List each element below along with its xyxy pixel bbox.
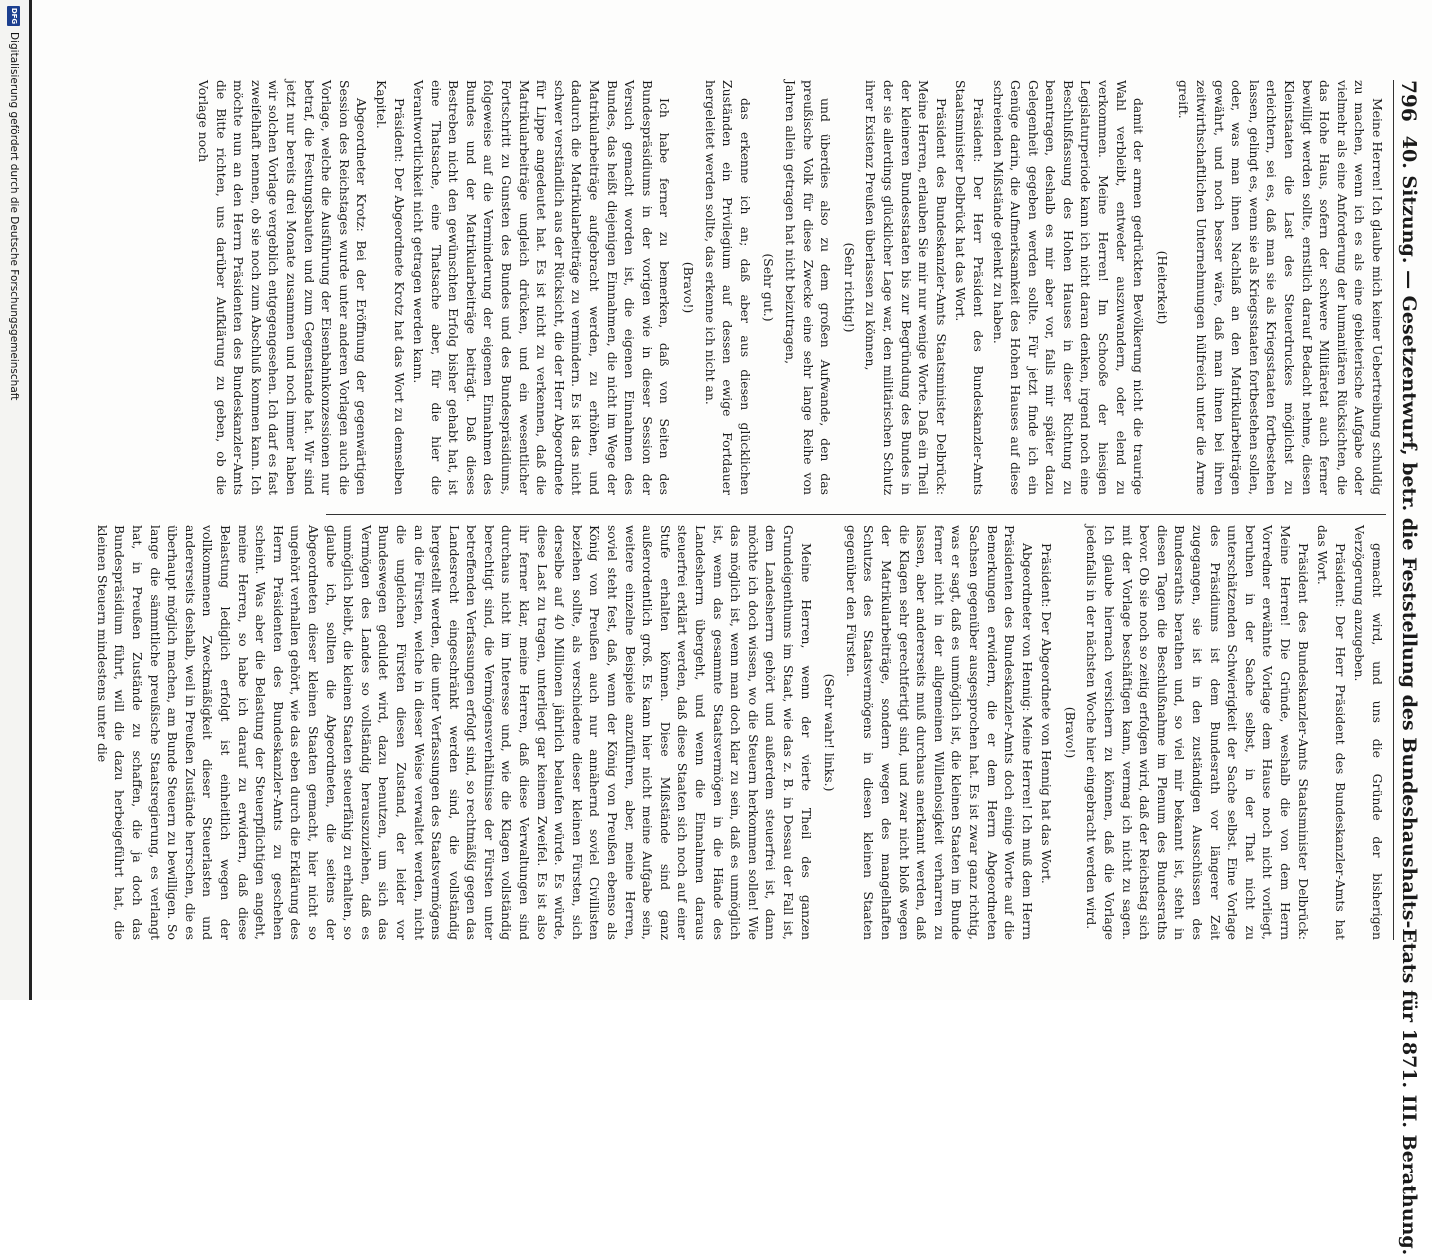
interjection: (Sehr wahr! links.) (822, 673, 838, 792)
interjection: (Bravo!) (1062, 706, 1078, 759)
paragraph: Meine Herren! Ich glaube mich keiner Uebertreibung schuldig zu machen, wenn ich es als eine gebieterische Aufgabe oder vielmehr als eine Anforderung der humanitären Rücksichten, die das Hohe Haus, sofern der schwere Militäretat auch ferner bewilligt werden sollte, ernstlich darauf Bedacht nehme, diesen Kleinstaaten die Last des Steuerdruckes möglichst zu erleichtern, sei es, daß man sie als Kriegsstaaten fortbestehen lassen, gelingt es, wenn sie als Kriegsstaaten fortbestehen sollen, oder, was man ihnen Nachlaß an den Matrikularbeiträgen gewährt, und noch besser wäre, daß man ihnen bei ihren zeitwirthschaftlichen Unternehmungen hülfreich unter die Arme greift. (1176, 80, 1385, 495)
left-column (196, 80, 1386, 495)
column-divider (326, 514, 1386, 515)
running-header (1393, 80, 1424, 1255)
page-number: 796 (1397, 80, 1421, 122)
interjection: (Sehr richtig!) (841, 242, 857, 333)
interjection: (Bravo!) (681, 261, 697, 314)
paragraph: Meine Herren, wenn der vierte Theil des ganzen Grundeigenthums im Staat, wie das z. B. in Dessau der Fall ist, dem Landesherrn gehört und außerdem steuerfrei ist, dann möchte ich doch wissen, wo die Steuern herkommen sollen! Wie das möglich ist, wenn man doch klar zu sein, daß es unmöglich ist, wenn das gesammte Staatsvermögen in die Hände des Landesherrn übergeht, und wenn die Einnahmen daraus steuerfrei erklärt werden, daß diese Staaten sich noch auf einer Stufe erhalten können. Diese Mißstände sind ganz außerordentlich groß. Es kann hier nicht meine Aufgabe sein, weitere einzelne Beispiele anzuführen, aber, meine Herren, soviel steht fest, daß, wenn der König von Preußen ebenso als König von Preußen auch nur annähernd soviel Civillisten beziehen sollte, als verschiedene dieser kleinen Fürsten, sich derselbe auf 40 Millionen jährlich belaufen würde. Es würde, diese Last zu tragen, unterliegt gar keinem Zweifel. Es ist also ihr ferner klar, meine Herren, daß diese Verwaltungen sind durchaus nicht im Interesse und, wie die Klagen vollständig berechtigt sind, die Vermögensverhältnisse der Fürsten unter betreffenden Verfassungen erfolgt sind, so rechtmäßig gegen das Landesrecht eingeschränkt werden sind, die vollständig hergestellt werden, die unter Verfassungen des Staatsvermögens an die Fürsten, welche in dieser Weise verwaltet werden, nicht die ungleichen Fürsten diesen Zustand, der leider vor Bundeswegen geduldet wird, dazu benutzen, um sich das Vermögen des Landes so vollständig herauszuziehen, daß es unmöglich bleibt, die kleinen Staaten steuerfähig zu erhalten, so glaube ich, sollten die Abgeordneten, die seitens der Abgeordneten dieser kleinen Staaten gemacht, hier nicht so ungehört verhallen gehört, wie das eben durch die Erklärung des Herrn Präsidenten des Bundeskanzler-Amts zu geschehen scheint. Was aber die Belastung der Steuerpflichtigen angeht, meine Herren, so habe ich darauf zu erwidern, daß diese Belastung lediglich erfolgt ist einheitlich wegen der vollkommenen Zweckmäßigkeit dieser Steuerlasten und andererseits deshalb, weil in Preußen Zustände herrschen, die es überhaupt möglich machen, am Bunde Steuern zu bewilligen. So lange die sämmtliche preußische Staatsregierung, es verlangt hat, in Preußen Zustände zu schaffen, die ja doch das Bundespräsidium führt, will die dazu herbeigeführt hat, die kleinen Steuern mindestens unter die (94, 525, 814, 940)
running-title: 40. Sitzung. — Gesetzentwurf, betr. die Feststellung des Bundeshaushalts-Etats für 1871. III. Berathung. (1398, 135, 1420, 1255)
digitization-credit-text: Digitalisierung gefördert durch die Deutsche Forschungsgemeinschaft (8, 32, 20, 401)
paragraph: damit der armen gedrückten Bevölkerung nicht die traurige Wahl verbleibt, entweder auszuwandern, oder elend zu verkommen. Meine Herren! Im Schooße der hiesigen Legislaturperiode kann ich nicht daran denken, irgend noch eine Beschlußfassung des Hohen Hauses in dieser Richtung zu beantragen, deshalb es mir aber vor, falls mir später dazu Gelegenheit gegeben werden sollte. Für jetzt finde ich ein Genüge darin, die Aufmerksamkeit des Hohen Hauses auf diese schreienden Mißstände gelenkt zu haben. (990, 80, 1147, 495)
paragraph: Präsident: Der Abgeordnete von Hennig hat das Wort. (1039, 543, 1055, 884)
paragraph: Ich habe ferner zu bemerken, daß von Seiten des Bundespräsidiums in der vorigen wie in dieser Session der Versuch gemacht worden ist, die eigenen Einnahmen des Bundes, das heißt diejenigen Einnahmen, die nicht im Wege der Matrikularbeiträge aufgebracht werden, zu erhöhen, und dadurch die Matrikularbeiträge zu vermindern. Es ist das nicht schwer verständlich aus der Rücksicht, die der Herr Abgeordnete für Lippe angedeutet hat. Es ist nicht zu verkennen, daß die Matrikularbeiträge ungleich drücken, und ein wesentlicher Fortschritt zu Gunsten des Bundes und des Bundespräsidiums, folgeweise auf die Verminderung der eigenen Einnahmen des Bundes und der Matrikularbeiträge beiträgt. Daß dieses Bestreben nicht den gewünschten Erfolg bisher gehabt hat, ist eine Thatsache, eine Thatsache aber, für die hier die Verantwortlichkeit nicht getragen werden kann. (411, 80, 673, 495)
paragraph: das erkenne ich an; daß aber aus diesen glücklichen Zuständen ein Privilegium auf dessen ewige Fortdauer hergeleitet werden sollte, das erkenne ich nicht an. (702, 80, 753, 495)
interjection: (Sehr gut.) (761, 253, 777, 322)
paragraph: Präsident: Der Herr Präsident des Bundeskanzler-Amts Staatsminister Delbrück hat das Wort. (953, 80, 986, 495)
paragraph: Präsident: Der Herr Präsident des Bundeskanzler-Amts hat das Wort. (1315, 525, 1348, 940)
paragraph: Präsident des Bundeskanzler-Amts Staatsminister Delbrück: Meine Herren, erlauben Sie mir nur wenige Worte. Daß ein Theil der kleineren Bundesstaaten bis zur Begründung des Bundes in der sie allerdings glücklicher Lage war, den militärischen Schutz ihrer Existenz Preußen überlassen zu können, (863, 80, 949, 495)
dfg-logo: DFG (8, 6, 21, 26)
paragraph: gemacht wird, und uns die Gründe der bisherigen Verzögerung anzugeben. (1352, 525, 1385, 940)
right-column (94, 525, 1386, 940)
paragraph: Präsident des Bundeskanzler-Amts Staatsminister Delbrück: Meine Herren! Die Gründe, weshalb die von dem Herrn Vorredner erwähnte Vorlage dem Hause noch nicht vorliegt, beruhen in der Sache selbst, in der That nicht zu unterschätzenden Schwierigkeit der Sache selbst. Eine Vorlage des Präsidiums ist dem Bundesrath vor längerer Zeit zugegangen, sie ist in den zuständigen Ausschüssen des Bundesraths berathen und, so viel mir bekannt ist, steht in diesen Tagen die Beschlußnahme im Plenum des Bundesraths bevor. Ob sie noch so zeitig erfolgen wird, daß der Reichstag sich mit der Vorlage beschäftigen kann, vermag ich nicht zu sagen. Ich glaube hiernach versichern zu können, daß die Vorlage jedenfalls in der nächsten Woche hier eingebracht werden wird. (1084, 525, 1311, 940)
interjection: (Heiterkeit) (1154, 250, 1170, 325)
paragraph: und überdies also zu dem großen Aufwande, den das preußische Volk für diese Zwecke eine sehr lange Reihe von Jahren allein getragen hat nicht beizutragen, (783, 80, 834, 495)
paragraph: Abgeordneter von Hennig: Meine Herren! Ich muß dem Herrn Präsidenten des Bundeskanzler-Amts doch einige Worte auf die Bemerkungen erwidern, die er dem Herrn Abgeordneten Sachsen gegenüber ausgesprochen hat. Es ist zwar ganz richtig, was er sagt, daß es unmöglich ist, die kleinen Staaten im Bunde ferner nicht in der allgemeinen Willenlosigkeit verharren zu lassen, aber andererseits muß durchaus anerkannt werden, daß die Klagen sehr gerechtfertigt sind, und zwar nicht bloß wegen der Matrikularbeiträge, sondern wegen des mangelhaften Schutzes des Staatsvermögens in diesen kleinen Staaten gegenüber den Fürsten. (843, 525, 1035, 940)
paragraph: Abgeordneter Krotz: Bei der Eröffnung der gegenwärtigen Session des Reichstages wurde unter anderen Vorlagen auch die Vorlage, welche die Ausführung der Eisenbahnkonzessionen nur betraf, die Festungsbauten und zum Gegenstande hat. Wir sind jetzt nur bereits drei Monate zusammen und noch immer haben wir solchen Vorlage vergeblich entgegengesehen. Ich darf es fast zweifelhaft nennen, ob sie noch zum Abschluß kommen kann. Ich möchte nun an den Herrn Präsidenten des Bundeskanzler-Amts die Bitte richten, uns darüber Aufklärung zu geben, ob die Vorlage noch (196, 80, 370, 495)
paragraph: Präsident: Der Abgeordnete Krotz hat das Wort zu demselben Kapitel. (373, 80, 407, 495)
digitization-credit (4, 0, 24, 1006)
